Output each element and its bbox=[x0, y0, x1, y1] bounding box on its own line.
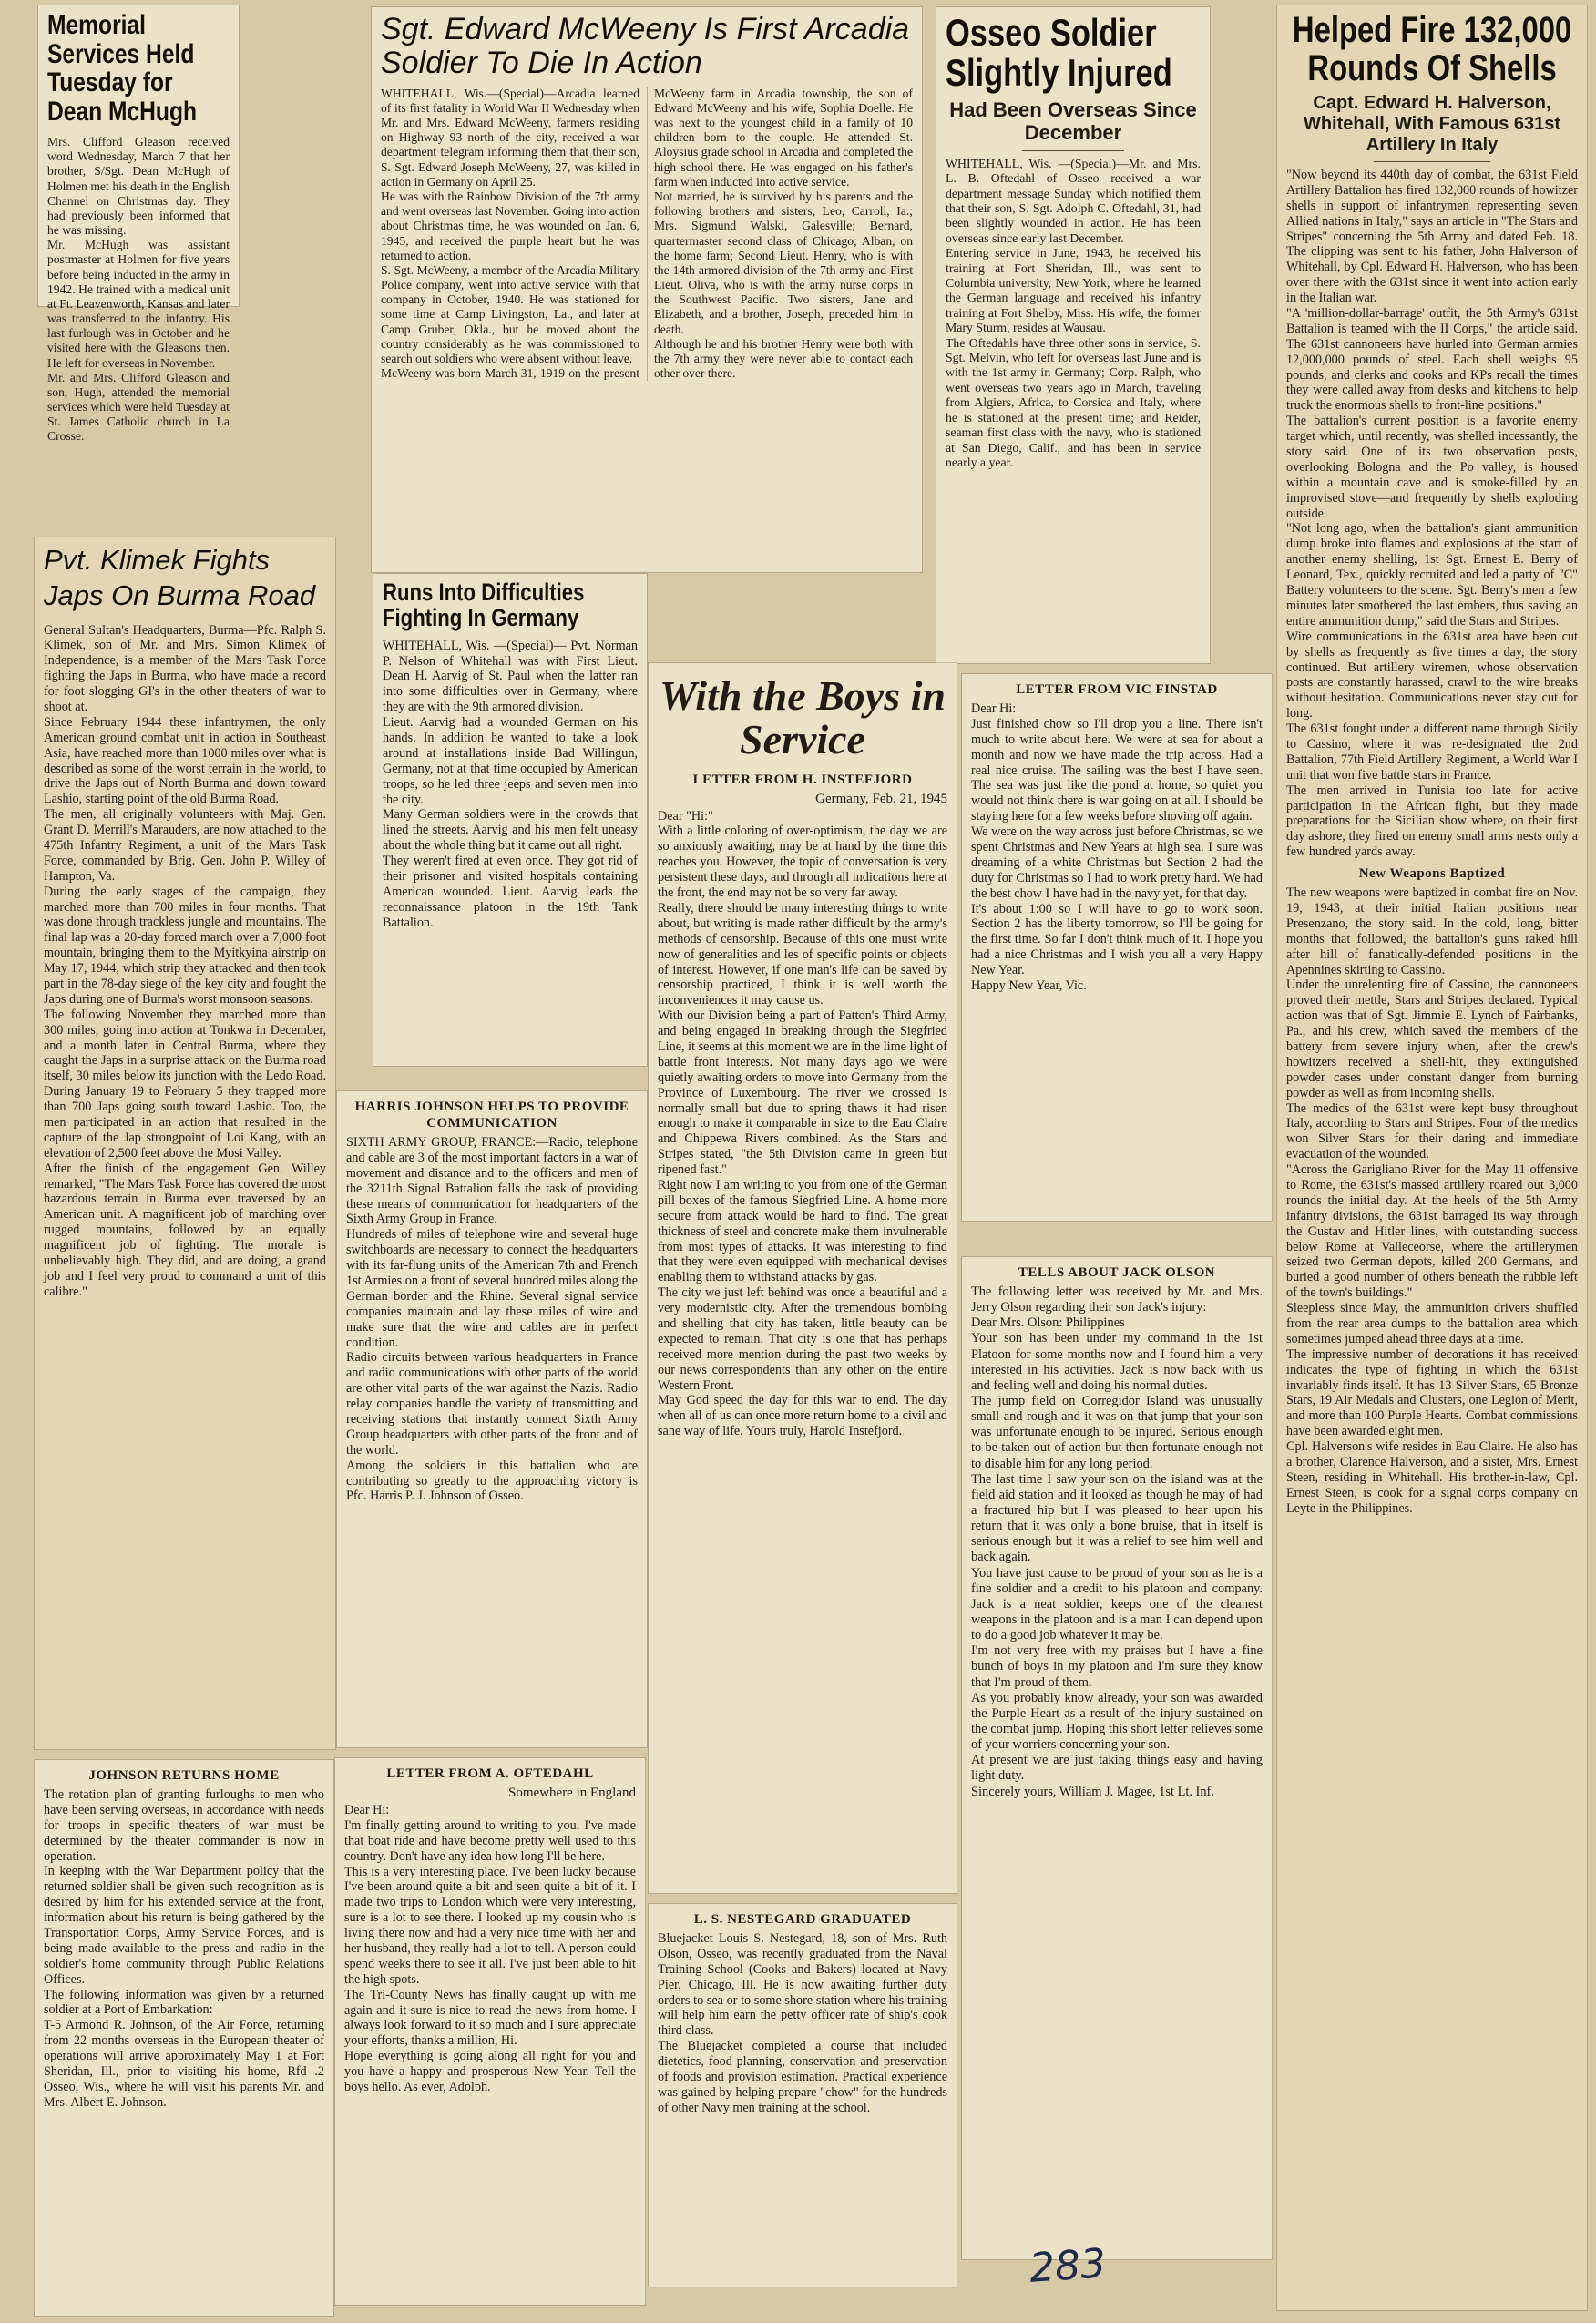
halverson-body: "Now beyond its 440th day of combat, the 631st Field Artillery Battalion has fired 132,000 rounds of howitzer shells in support of infantrymen representing seven Allied nations in Italy," says an article in "The Stars and Stripes" concerning the 5th Army and dated Feb. 18. The clipping was sent to his father, John Halverson of Whitehall, by Cpl. Edward H. Halverson, who has been over there with the 631st since it went into action early in the Italian war. "A 'million-dollar-barrage' outfit, the 5th Army's 631st Battalion is teamed with the II Corps," the article said. The 631st cannoneers have hurled into German armies 12,000,000 pounds of steel. Each shell weighs 95 pounds, and clerks and cooks and KPs recall the times they were called away from desks and kitchens to help truck the enormous shells to front-line positions." The battalion's current position is a favorite enemy target which, until recently, was shelled incessantly, the story said. One of its two observation posts, overlooking Bologna and the Po valley, is housed within a mountain cave and is smoke-filled by an improvised stove—and frequently by shells exploding outside. "Not long ago, when the battalion's giant ammunition dump broke into flames and explosions at the start of another enemy shelling, 1st Sgt. Ernest E. Berry of Leonard, Tex., quickly recruited and led a party of "C" Battery volunteers to the scene. Sgt. Berry's men a few minutes later smothered the last embers, thus saving an entire ammunition dump," said the Stars and Stripes. Wire communications in the 631st area have been cut by shells as frequently as five times a day, the story continued. But artillery wiremen, whose observation posts are constantly harassed, crawl to the wire breaks without hesitation. Communications never stay cut for long. The 631st fought under a different name through Sicily to Cassino, where it was re-designated the 2nd Battalion, 77th Field Artillery Regiment, a World War I unit that won five battle stars in France. The men arrived in Tunisia too late for active participation in the African fight, but they made preparations for the Sicilian show where, on their first day ashore, they fired on enemy small arms nests only a few hundred yards away. bbox=[1286, 168, 1578, 860]
boys-headline: With the Boys in Service bbox=[660, 672, 946, 763]
nelson-headline: Runs Into Difficulties Fighting In Germany bbox=[383, 578, 585, 632]
osseo-rule bbox=[1022, 150, 1124, 151]
osseo-subheadline: Had Been Overseas Since December bbox=[949, 98, 1197, 145]
klimek-headline: Pvt. Klimek Fights Japs On Burma Road bbox=[44, 544, 316, 611]
nestegard-headline: L. S. NESTEGARD GRADUATED bbox=[693, 1912, 912, 1927]
halverson-headline: Helped Fire 132,000 Rounds Of Shells bbox=[1292, 10, 1572, 88]
harris-body: SIXTH ARMY GROUP, FRANCE:—Radio, telephone and cable are 3 of the most important factors in a war of movement and distance and to the officers and men of the 3211th Signal Battalion falls the task of providing these means of communication for headquarters of the Sixth Army Group in France. Hundreds of miles of telephone wire and several huge switchboards are necessary to connect the headquarters with its far-flung units of the American 7th and French 1st Armies on a front of several hundred miles along the German border and the Rhine. Several signal service companies maintain and lay these miles of wire and make sure that the wire and cables are in perfect condition. Radio circuits between various headquarters in France and radio communications with other parts of the world are other vital parts of the war against the Nazis. Radio relay companies handle the variety of transmitting and receiving stations that instantly connect Sixth Army Group headquarters with other parts of the front and of the world. Among the soldiers in this battalion who are contributing so greatly to the approaching victory is Pfc. Harris P. J. Johnson of Osseo. bbox=[346, 1135, 638, 1504]
halverson-subheadline: Capt. Edward H. Halverson, Whitehall, With Famous 631st Artillery In Italy bbox=[1303, 93, 1561, 155]
olson-body: The following letter was received by Mr. and Mrs. Jerry Olson regarding their son Jack's injury: Dear Mrs. Olson: Philippines Your son has been under my command in the 1st Platoon for some months now and I found him a very interested in his activities. Jack is now back with us and feeling well and doing his normal duties. The jump field on Corregidor Island was unusually small and rough and it was on that jump that your son was unfortunate enough to be injured. Serious enough to be taken out of action but then fortunate enough not to disable him for any long period. The last time I saw your son on the island was at the field aid station and it looked as though he may of had a fractured hip but I was pleased to hear upon his return that it was only a bone bruise, that in itself is serious enough but it was a relief to see him well and back again. You have just cause to be proud of your son as he is a fine soldier and a credit to his platoon and company. Jack is a neat soldier, keeps one of the cleanest weapons in the platoon and is a man I can depend upon to do a good job whatever it may be. I'm not very free with my praises but I have a fine bunch of boys in my platoon and I'm sure they know that I'm proud of them. As you probably know already, your son was awarded the Purple Heart as a result of the injury sustained on the combat jump. Hoping this short letter relieves some of your worriers concerning your son. At present we are just taking things easy and having light duty. Sincerely yours, William J. Magee, 1st Lt. Inf. bbox=[971, 1284, 1263, 1799]
osseo-body: WHITEHALL, Wis. —(Special)—Mr. and Mrs. L. B. Oftedahl of Osseo received a war department message Sunday which notified them that their son, S. Sgt. Adolph C. Oftedahl, 31, had been slightly wounded in action. He has been overseas since early last December. Entering service in June, 1943, he received his training at Fort Sheridan, Ill., was sent to Columbia university, New York, where he learned the German language and received his infantry training at Fort Shelby, Miss. His wife, the former Mary Sturm, resides at Wausau. The Oftedahls have three other sons in service, S. Sgt. Melvin, who left for overseas last June and is with the 1st army in Germany; Corp. Ralph, who went overseas two years ago in March, traveling from Algiers, Africa, to Corsica and Italy, where he is stationed at the present time; and Reider, seaman first class with the navy, who is stationed at San Diego, Calif., and has been in service nearly a year. bbox=[946, 156, 1201, 469]
clipping-johnson bbox=[35, 1760, 333, 2316]
clipping-finstad bbox=[962, 674, 1272, 1221]
instefjord-dateline: Germany, Feb. 21, 1945 bbox=[815, 791, 947, 806]
adolph-headline: LETTER FROM A. OFTEDAHL bbox=[386, 1766, 594, 1781]
instefjord-headline: LETTER FROM H. INSTEFJORD bbox=[692, 772, 913, 787]
harris-headline: HARRIS JOHNSON HELPS TO PROVIDE COMMUNICATION bbox=[354, 1100, 629, 1131]
clipping-klimek bbox=[35, 537, 335, 1749]
halverson-rule bbox=[1374, 161, 1490, 162]
memorial-headline: Memorial Services Held Tuesday for Dean McHugh bbox=[47, 10, 198, 127]
johnson-headline: JOHNSON RETURNS HOME bbox=[88, 1768, 280, 1783]
clipping-mcweeny bbox=[372, 7, 922, 572]
nestegard-body: Bluejacket Louis S. Nestegard, 18, son of Mrs. Ruth Olson, Osseo, was recently graduated from the Naval Training School (Cooks and Bakers) located at Navy Pier, Chicago, Ill. He is now awaiting further duty orders to sea or to some shore station where his training will help him earn the petty officer rate of ship's cook third class. The Bluejacket completed a course that included dietetics, food-planning, conservation and preservation of foods and provision estimation. Practical experience was gained by helping prepare "chow" for the hundreds of other Navy men training at the school. bbox=[658, 1931, 947, 2115]
clipping-adolph-oftedahl bbox=[335, 1758, 645, 2305]
page-number: 283 bbox=[1028, 2240, 1108, 2292]
mcweeny-headline: Sgt. Edward McWeeny Is First Arcadia Soldier To Die In Action bbox=[381, 12, 910, 81]
nelson-body: WHITEHALL, Wis. —(Special)— Pvt. Norman P. Nelson of Whitehall was with First Lieut. Dean H. Aarvig of St. Paul when the latter ran into some difficulties over in Germany, where they are with the 9th armored division. Lieut. Aarvig had a wounded German on his hands. In addition he wanted to take a look around at installations inside Bad Willingun, Germany, not at that time occupied by American troops, so he led three jeeps and seven men into the city. Many German soldiers were in the crowds that lined the streets. Aarvig and his men felt uneasy about the whole thing but it came out all right. They weren't fired at even once. They got rid of their prisoner and visited hospitals containing American wounded. Lieut. Aarvig leads the reconnaissance platoon in the 19th Tank Battalion. bbox=[383, 638, 638, 930]
adolph-dateline: Somewhere in England bbox=[508, 1786, 636, 1800]
halverson-body-2: The new weapons were baptized in combat fire on Nov. 19, 1943, at their initial Italian positions near Presenzano, the story said. In the cold, long, bitter months that followed, the battalion's guns raked hill after hill of fanatically-defended positions in the Apennines skirting to Cassino. Under the unrelenting fire of Cassino, the cannoneers proved their mettle, Stars and Stripes declared. Typical action was that of Sgt. Jimmie E. Lynch of Fairbanks, Pa., and his crew, which saved the members of the battery from severe injury when, after the crew's howitzers received a shell-hit, they extinguished powder cases under constant danger from burning powder as well as from incoming shells. The medics of the 631st were kept busy throughout Italy, according to Stars and Stripes. Four of the medics won Silver Stars for their daring and immediate evacuation of the wounded. "Across the Garigliano River for the May 11 offensive to Rome, the 631st's massed artillery roared out 3,000 rounds the initial day. At the heels of the 5th Army infantry divisions, the 631st barraged its way through the Gustav and Hitler lines, with outstanding success below Rome at Valleceorse, where the artillerymen seized two German depots, killed 200 Germans, and buried a good number of others beneath the rubble left of the town's buildings." Sleepless since May, the ammunition drivers shuffled from the rear area dumps to the battalion area which sometimes jumped ahead three days at a time. The impressive number of decorations it has received indicates the type of fighting in which the 631st invariably finds itself. It has 13 Silver Stars, 65 Bronze Stars, 19 Air Medals and Clusters, one Legion of Merit, and more than 100 Purple Hearts. Combat commissions have been awarded eight men. Cpl. Halverson's wife resides in Eau Claire. He also has a brother, Clarence Halverson, and a sister, Mrs. Ernest Steen, residing in Whitehall. His brother-in-law, Cpl. Ernest Steen, is cook for a signal corps company on Leyte in the Philippines. bbox=[1286, 885, 1578, 1516]
memorial-body: Mrs. Clifford Gleason received word Wednesday, March 7 that her brother, S/Sgt. Dean McHugh of Holmen met his death in the English Channel on Christmas day. They had previously been informed that he was missing. Mr. McHugh was assistant postmaster at Holmen for five years before being inducted in the army in 1942. He trained with a medical unit at Ft. Leavenworth, Kansas and later was transferred to the infantry. His last furlough was in October and he visited here with the Gleasons then. He left for overseas in November. Mr. and Mrs. Clifford Gleason and son, Hugh, attended the memorial services which were held Tuesday at St. James Catholic church in La Crosse. bbox=[47, 135, 230, 444]
clipping-nestegard bbox=[649, 1904, 957, 2287]
clipping-halverson bbox=[1277, 5, 1587, 2310]
clipping-osseo bbox=[936, 7, 1210, 663]
instefjord-body: Dear "Hi:" With a little coloring of over-optimism, the day we are so anxiously awaiting, may be at hand by the time this reaches you. However, the topic of conversation is very persistent these days, and through all indications here at the front, the end may not be so very far away. Really, there should be many interesting things to write about, but writing is made rather difficult by the army's methods of censorship. Because of this one must write now of generalities and les of specific points or objects of interest. However, if one man's life can be saved by censorship practiced, I think it is well worth the inconveniences it may cause us. With our Division being a part of Patton's Third Army, and being engaged in breaking through the Siegfried Line, it seems at this moment we are in the lime light of battle front interests. Not many days ago we were quietly awaiting orders to move into Germany from the Province of Luxembourg. The river we crossed is normally small but due to spring thaws it had risen enough to make it comparable in size to the Eau Claire and Chippewa Rivers combined. As the Stars and Stripes stated, "the 5th Division came in green but ripened fast." Right now I am writing to you from one of the German pill boxes of the famous Siegfried Line. A home more secure from attack would be hard to find. The great thickness of steel and concrete make them invulnerable from most types of attacks. It was interesting to find that they were even equipped with mechanical devises enabling them to withstand attacks by gas. The city we just left behind was once a beautiful and a very modernistic city. After the tremendous bombing and shelling that city has taken, little beauty can be expected to remain. That city is one that has perhaps received more mention during the past two weeks by our news correspondents than any other on the entire Western Front. May God speed the day for this war to end. The day when all of us can once more return home to a civil and sane way of life. Yours truly, Harold Instefjord. bbox=[658, 808, 947, 1439]
clipping-nelson bbox=[373, 574, 647, 1066]
clipping-memorial bbox=[38, 5, 239, 444]
clipping-olson bbox=[962, 1257, 1272, 2259]
osseo-headline: Osseo Soldier Slightly Injured bbox=[946, 11, 1172, 95]
klimek-body: General Sultan's Headquarters, Burma—Pfc. Ralph S. Klimek, son of Mr. and Mrs. Simon Klimek of Independence, is a member of the Mars Task Force fighting the Japs in Burma, who have made a record for foot slogging GI's in the other theaters of war to shoot at. Since February 1944 these infantrymen, the only American ground combat unit in action in Southeast Asia, have reached more than 1000 miles over what is described as some of the worst terrain in the world, to drive the Japs out of North Burma and down toward Lashio, starting point of the old Burma Road. The men, all originally volunteers with Maj. Gen. Grant D. Merrill's Marauders, are now attached to the 475th Infantry Regiment, a unit of the Mars Task Force, commanded by Brig. Gen. John P. Willey of Hampton, Va. During the early stages of the campaign, they marched more than 700 miles in four months. That was done through trackless jungle and mountains. The final lap was a 20-day forced march over a 7,000 foot mountain, bringing them to the Myitkyina airstrip on May 17, 1944, which strip they attacked and then took part in the 78-day siege of the key city and fought the Japs during one of Burma's worst monsoon seasons. The following November they marched more than 300 miles, going into action at Tonkwa in December, and a month later in Central Burma, where they caught the Japs in a surprise attack on the Burma road itself, 30 miles below its junction with the Ledo Road. During January 19 to February 5 they trapped more than 700 Japs going south toward Lashio. Too, the men participated in an action that resulted in the capture of the Jap strongpoint of Loi Kang, with an elevation of 2,500 feet above the Mosi Valley. After the finish of the engagement Gen. Willey remarked, "The Mars Task Force has covered the most hazardous terrain in Burma ever traversed by an American unit. A magnificent job of marching over rugged mountains, followed by an equally magnificent job of fighting. The morale is unbelievably high. They did, and are doing, a grand job and I feel very proud to command a unit of this calibre." bbox=[44, 622, 326, 1299]
halverson-section-heading: New Weapons Baptized bbox=[1358, 866, 1506, 882]
finstad-headline: LETTER FROM VIC FINSTAD bbox=[1016, 682, 1218, 697]
olson-headline: TELLS ABOUT JACK OLSON bbox=[1018, 1265, 1216, 1280]
clipping-with-the-boys bbox=[649, 663, 957, 1893]
johnson-body: The rotation plan of granting furloughs to men who have been serving overseas, in accordance with needs for troops in specific theaters of war must be determined by the theater commander is now in operation. In keeping with the War Department policy that the returned soldier shall be given such recognition as is desired by him for his extended service at the front, information about his return is being gathered by the Transportation Corps, Army Service Forces, and is being made available to the press and radio in the soldier's home community through Public Relations Offices. The following information was given by a returned soldier at a Port of Embarkation: T-5 Armond R. Johnson, of the Air Force, returning from 22 months overseas in the European theater of operations will arrive approximately May 1 at Fort Sheridan, Ill., prior to visiting his home, Rfd .2 Osseo, Wis., where he will visit his parents Mr. and Mrs. Albert E. Johnson. bbox=[44, 1787, 324, 2110]
adolph-body: Dear Hi: I'm finally getting around to writing to you. I've made that boat ride and have become pretty well used to this country. Don't have any idea how long I'll be here. This is a very interesting place. I've been lucky because I've been around quite a bit and seen quite a bit of it. I made two trips to London which were very interesting, sure is a lot to see there. I looked up my cousin who is living there now and had a very nice time with her and her husband, they really had a lot to tell. A person could spend weeks there to see it all. I've just been able to hit the high spots. The Tri-County News has finally caught up with me again and it sure is nice to read the news from home. I always look forward to it so much and I sure appreciate your efforts, thanks a million, Hi. Hope everything is going along all right for you and you have a happy and prosperous New Year. Tell the boys hello. As ever, Adolph. bbox=[344, 1803, 636, 2095]
clipping-harris-johnson bbox=[337, 1091, 647, 1747]
finstad-body: Dear Hi: Just finished chow so I'll drop you a line. There isn't much to write about here. We were at sea for about a month and now we have made the trip across. Had a real nice cruise. The sailing was the best I have seen. The sea was just like the pond at home, so quiet you would not think there is war going on at all. I should be staying here for a few weeks before shoving off again. We were on the way across just before Christmas, so we spent Christmas and New Years at high sea. I sure was dreaming of a white Christmas but Section 2 had the duty for Christmas so I had to work pretty hard. We had the best chow I have had in the navy yet, for that day. It's about 1:00 so I will have to go to work soon. Section 2 has the liberty tomorrow, so I'll be going for the first time. So far I don't think much of it. I hope you had a nice Christmas and I wish you all a very Happy New Year. Happy New Year, Vic. bbox=[971, 701, 1263, 994]
mcweeny-body: WHITEHALL, Wis.—(Special)—Arcadia learned of its first fatality in World War II Wednesday when Mr. and Mrs. Edward McWeeny, farmers residing on Highway 93 north of the city, received a war department telegram informing them that their son, S. Sgt. Edward Joseph McWeeny, 27, was killed in action in Germany on April 25. He was with the Rainbow Division of the 7th army and went overseas last November. Going into action about Christmas time, he was wounded on Jan. 6, 1945, and received the purple heart but he was returned to action. S. Sgt. McWeeny, a member of the Arcadia Military Police company, went into active service with that company in October, 1940. He was stationed for some time at Camp Livingston, La., and later at Camp Gruber, Okla., but he moved about the country considerably as he was commissioned to search out soldiers who were absent without leave. McWeeny was born March 31, 1919 on the present McWeeny farm in Arcadia township, the son of Edward McWeeny and his wife, Sophia Doelle. He was next to the youngest child in a family of 10 children born to the couple. He attended St. Aloysius grade school in Arcadia and completed the high school there. He was engaged on his father's farm when inducted into active service. Not married, he is survived by his parents and the following brothers and sisters, Leo, Carroll, Ia.; Mrs. Sigmund Walski, Galesville; Bernard, quartermaster second class of Chicago; Alban, on the home farm; Second Lieut. Henry, who is with the 14th armored division of the 7th army and First Lieut. Oliva, who is with the army nurse corps in the Southwest Pacific. Two sisters, Jane and Elizabeth, and a brother, Joseph, preceded him in death. Although he and his brother Henry were both with the 7th army they were never able to contact each other over there. bbox=[381, 86, 913, 381]
